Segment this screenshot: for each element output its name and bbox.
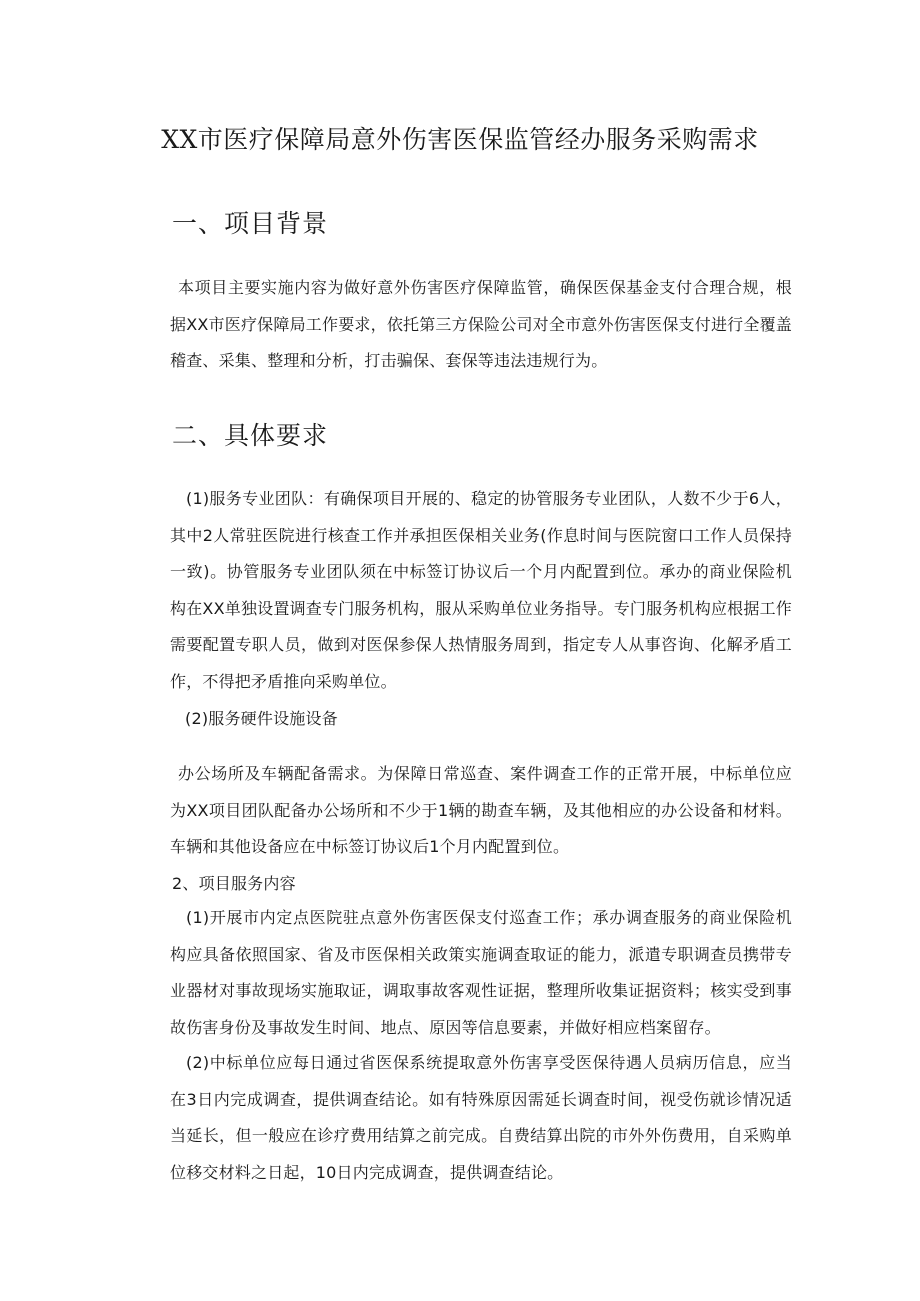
section-heading-background: 一、项目背景 bbox=[172, 209, 329, 238]
background-paragraph: 本项目主要实施内容为做好意外伤害医疗保障监管，确保医保基金支付合理合规，根据XX市医疗保障局工作要求，依托第三方保险公司对全市意外伤害医保支付进行全覆盖稽查、采集、整理和分析，打击骗保、套保等违法违规行为。 bbox=[170, 278, 792, 370]
document-title: XX市医疗保障局意外伤害医保监管经办服务采购需求 bbox=[161, 125, 759, 154]
requirements-paragraph-hardware-heading: (2)服务硬件设施设备 bbox=[185, 709, 338, 728]
requirements-paragraph-investigation: (2)中标单位应每日通过省医保系统提取意外伤害享受医保待遇人员病历信息，应当在3日内完成调查，提供调查结论。如有特殊原因需延长调查时间，视受伤就诊情况适当延长，但一般应在诊疗费用结算之前完成。自费结算出院的市外外伤费用，自采购单位移交材料之日起，10日内完成调查，提供调查结论。 bbox=[170, 1053, 792, 1182]
requirements-paragraph-office: 办公场所及车辆配备需求。为保障日常巡查、案件调查工作的正常开展，中标单位应为XX项目团队配备办公场所和不少于1辆的勘查车辆，及其他相应的办公设备和材料。车辆和其他设备应在中标签订协议后1个月内配置到位。 bbox=[170, 764, 792, 856]
section-heading-requirements: 二、具体要求 bbox=[172, 421, 329, 450]
requirements-paragraph-team: (1)服务专业团队：有确保项目开展的、稳定的协管服务专业团队，人数不少于6人，其中2人常驻医院进行核查工作并承担医保相关业务(作息时间与医院窗口工作人员保持一致)。协管服务专业团队须在中标签订协议后一个月内配置到位。承办的商业保险机构在XX单独设置调查专门服务机构，服从采购单位业务指导。专门服务机构应根据工作需要配置专职人员，做到对医保参保人热情服务周到，指定专人从事咨询、化解矛盾工作，不得把矛盾推向采购单位。 bbox=[170, 489, 792, 691]
requirements-paragraph-inspection: (1)开展市内定点医院驻点意外伤害医保支付巡查工作；承办调查服务的商业保险机构应具备依照国家、省及市医保相关政策实施调查取证的能力，派遣专职调查员携带专业器材对事故现场实施取证，调取事故客观性证据，整理所收集证据资料；核实受到事故伤害身份及事故发生时间、地点、原因等信息要素，并做好相应档案留存。 bbox=[170, 908, 792, 1037]
requirements-paragraph-service-heading: 2、项目服务内容 bbox=[172, 874, 296, 893]
